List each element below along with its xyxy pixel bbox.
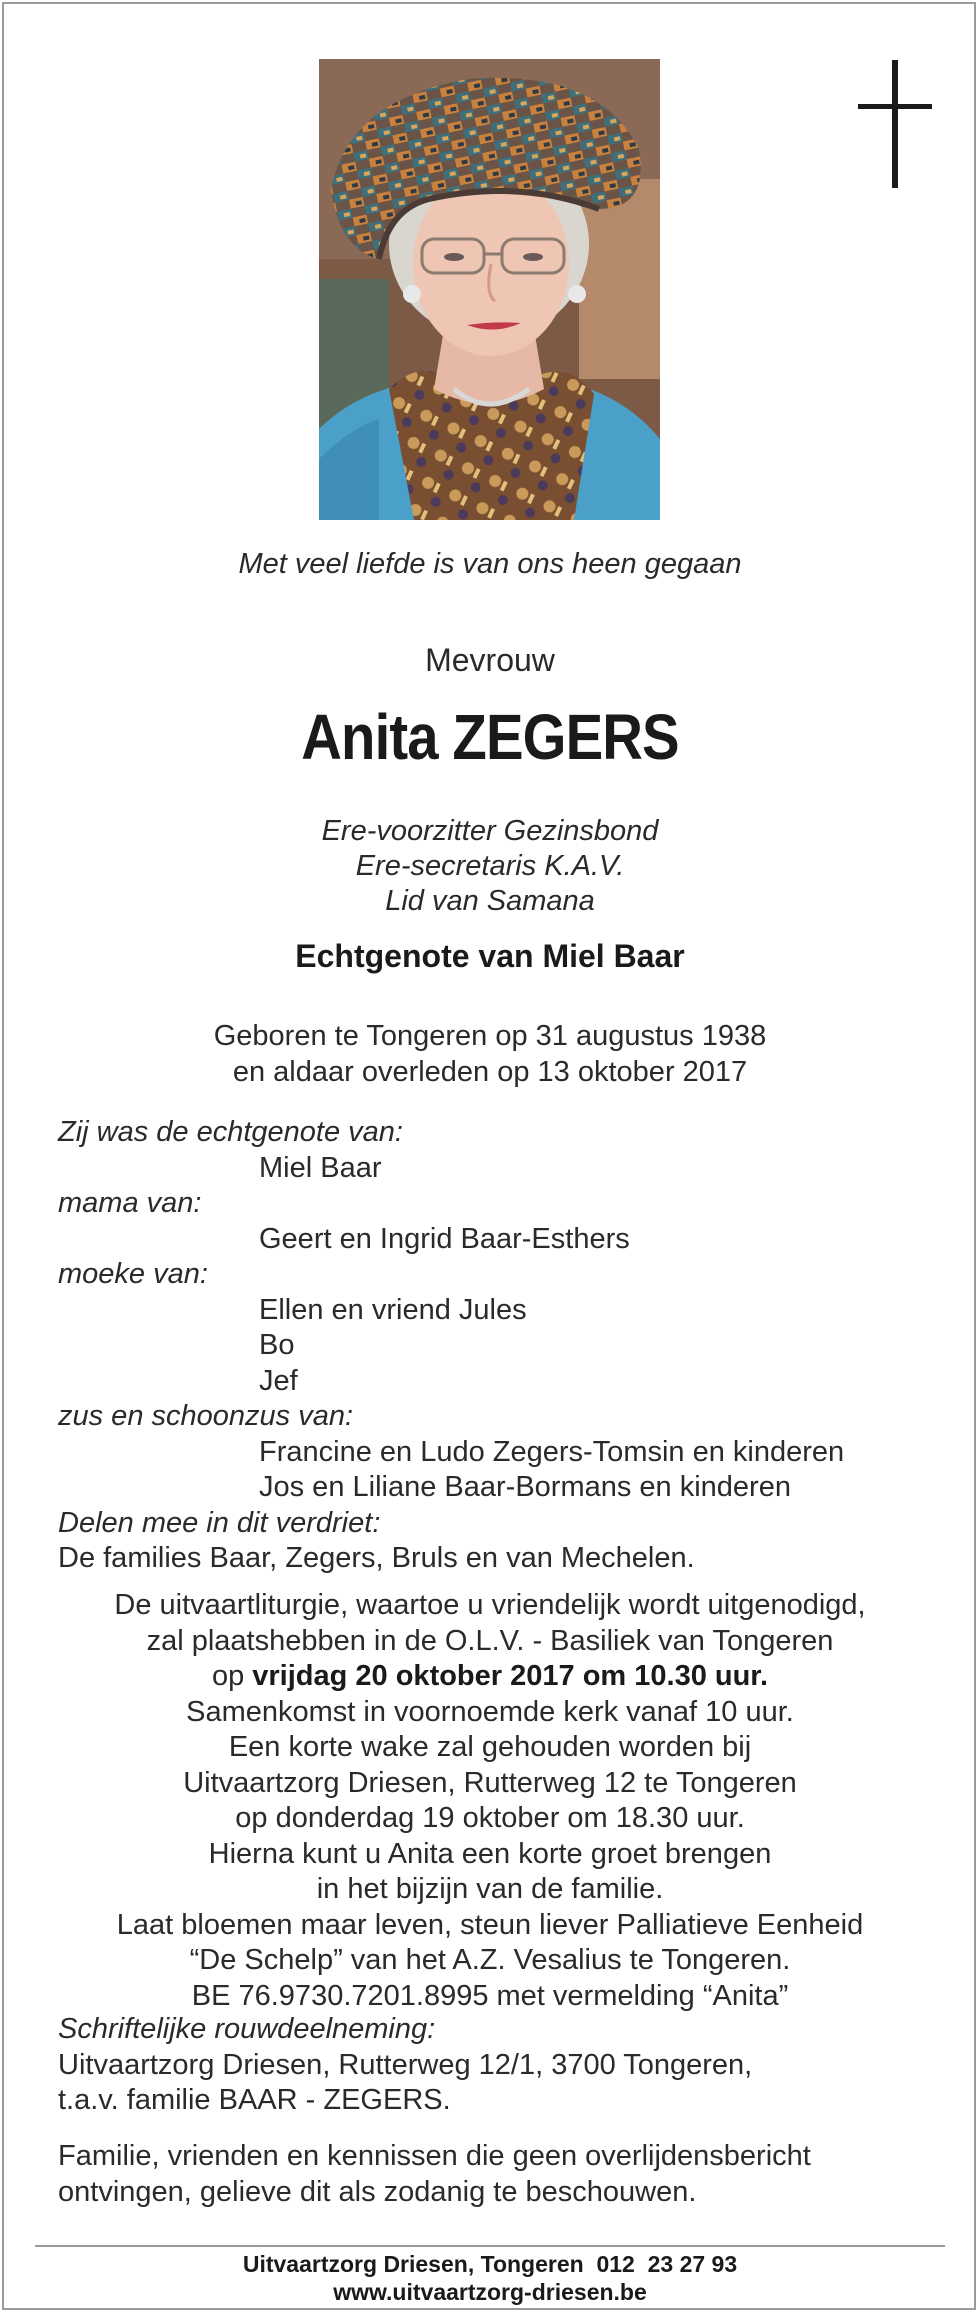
cross-icon [858, 60, 932, 188]
spouse-line: Echtgenote van Miel Baar [295, 938, 685, 974]
liturgy-date: vrijdag 20 oktober 2017 om 10.30 uur. [252, 1660, 769, 1692]
liturgy-info [0, 1588, 980, 2014]
condolence-address: Uitvaartzorg Driesen, Rutterweg 12/1, 3700 Tongeren, [58, 2048, 753, 2081]
intro-text: Met veel liefde is van ons heen gegaan [238, 548, 742, 580]
closing-line: Familie, vrienden en kennissen die geen overlijdensbericht [58, 2140, 811, 2172]
spouse-label: Zij was de echtgenote van: [58, 1116, 403, 1148]
footer-contact: Uitvaartzorg Driesen, Tongeren 012 23 27 93 [242, 2251, 738, 2277]
closing-line: ontvingen, gelieve dit als zodanig te beschouwen. [58, 2175, 697, 2208]
role-line: Lid van Samana [385, 885, 595, 917]
children-names: Geert en Ingrid Baar-Esthers [259, 1222, 630, 1255]
liturgy-date-prefix: op [211, 1660, 253, 1692]
liturgy-line: “De Schelp” van het A.Z. Vesalius te Tongeren. [189, 1944, 791, 1976]
spouse-name: Miel Baar [259, 1151, 382, 1184]
liturgy-line: Laat bloemen maar leven, steun liever Palliatieve Eenheid [116, 1908, 864, 1941]
family-list [58, 1115, 844, 1577]
death-line: en aldaar overleden op 13 oktober 2017 [232, 1056, 748, 1088]
portrait-photo [319, 59, 660, 520]
liturgy-line: in het bijzijn van de familie. [316, 1873, 664, 1905]
closing-note [58, 2139, 811, 2210]
liturgy-line: zal plaatshebben in de O.L.V. - Basiliek van Tongeren [146, 1624, 834, 1657]
footer-website: www.uitvaartzorg-driesen.be [333, 2279, 647, 2305]
grandchild-name: Jef [259, 1364, 298, 1397]
liturgy-date-line [0, 1659, 980, 1695]
share-families: De families Baar, Zegers, Bruls en van Mechelen. [58, 1542, 695, 1574]
birth-death-info [0, 1018, 980, 1090]
liturgy-line: BE 76.9730.7201.8995 met vermelding “Anita” [191, 1979, 789, 2012]
liturgy-line: op donderdag 19 oktober om 18.30 uur. [235, 1802, 745, 1834]
footer [0, 2250, 980, 2306]
role-line: Ere-voorzitter Gezinsbond [321, 815, 659, 847]
liturgy-line: De uitvaartliturgie, waartoe u vriendelijk wordt uitgenodigd, [114, 1589, 866, 1621]
footer-divider [35, 2245, 945, 2247]
birth-line: Geboren te Tongeren op 31 augustus 1938 [213, 1020, 767, 1052]
role-line: Ere-secretaris K.A.V. [355, 850, 625, 882]
deceased-name: Anita ZEGERS [301, 701, 679, 773]
roles [0, 814, 980, 919]
liturgy-line: Hierna kunt u Anita een korte groet brengen [208, 1837, 772, 1870]
children-label: mama van: [58, 1187, 202, 1219]
liturgy-line: Samenkomst in voornoemde kerk vanaf 10 uur. [186, 1695, 794, 1728]
condolence-label: Schriftelijke rouwdeelneming: [58, 2013, 436, 2045]
condolence-attn: t.a.v. familie BAAR - ZEGERS. [58, 2084, 451, 2116]
sibling-names: Francine en Ludo Zegers-Tomsin en kinderen [259, 1435, 845, 1468]
condolence-block [58, 2012, 752, 2119]
siblings-label: zus en schoonzus van: [58, 1400, 354, 1432]
liturgy-line: Een korte wake zal gehouden worden bij [228, 1731, 752, 1763]
liturgy-line: Uitvaartzorg Driesen, Rutterweg 12 te Tongeren [183, 1766, 797, 1799]
honorific: Mevrouw [425, 642, 555, 678]
grandchildren-label: moeke van: [58, 1258, 208, 1290]
share-label: Delen mee in dit verdriet: [58, 1506, 381, 1539]
sibling-names: Jos en Liliane Baar-Bormans en kinderen [259, 1471, 791, 1503]
grandchild-name: Bo [259, 1329, 295, 1361]
grandchild-name: Ellen en vriend Jules [259, 1293, 527, 1326]
